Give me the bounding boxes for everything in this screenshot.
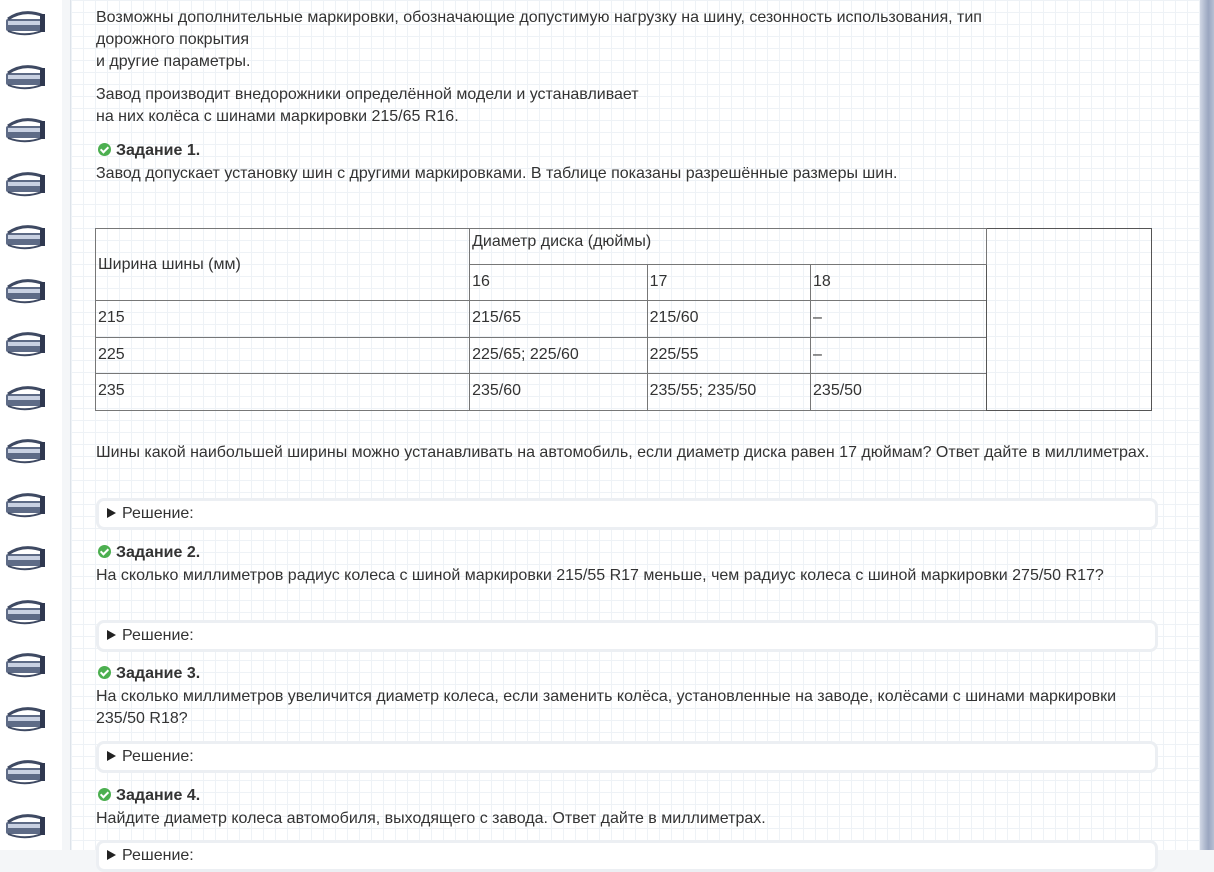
table-cell: 18 — [811, 265, 986, 301]
task-1-question: Шины какой наибольшей ширины можно устанавливать на автомобиль, если диаметр диска равен 17 дюймам? Ответ дайте в миллиметрах. — [96, 444, 1150, 461]
solution-label: Решение: — [122, 748, 194, 765]
table-cell: 215 — [96, 301, 470, 337]
table-cell: 215/60 — [647, 301, 810, 337]
task-2-text: На сколько миллиметров радиус колеса с шиной маркировки 215/55 R17 меньше, чем радиус колеса с шиной маркировки 275/50 R17? — [96, 567, 1104, 584]
table-header-width: Ширина шины (мм) — [96, 229, 470, 301]
intro-line: Завод производит внедорожники определённой модели и устанавливает — [96, 86, 639, 103]
task-4-title — [98, 785, 200, 807]
triangle-right-icon — [107, 850, 116, 860]
intro-paragraph-2 — [96, 84, 1156, 128]
triangle-right-icon — [107, 751, 116, 761]
spiral-ring-icon — [4, 64, 48, 90]
table-cell: 225/65; 225/60 — [470, 337, 648, 373]
spiral-ring-icon — [4, 813, 48, 839]
spiral-ring-icon — [4, 545, 48, 571]
table-header-diameter: Диаметр диска (дюймы) — [470, 229, 986, 265]
task-title-text: Задание 3. — [116, 665, 201, 682]
table-cell: 235/60 — [470, 373, 648, 410]
notebook-spiral — [0, 0, 62, 850]
spiral-ring-icon — [4, 10, 48, 36]
table-cell: 225 — [96, 337, 470, 373]
task-title-text: Задание 1. — [116, 142, 201, 159]
spiral-ring-icon — [4, 117, 48, 143]
solution-toggle[interactable] — [96, 741, 1158, 773]
task-title-text: Задание 4. — [116, 787, 201, 804]
tyre-size-table — [95, 228, 1152, 411]
spiral-ring-icon — [4, 385, 48, 411]
check-icon — [98, 788, 111, 801]
scrollbar[interactable] — [1200, 0, 1214, 850]
intro-line: и другие параметры. — [96, 53, 251, 70]
check-icon — [98, 143, 111, 156]
intro-paragraph-1 — [96, 7, 1156, 73]
task-4-text: Найдите диаметр колеса автомобиля, выходящего с завода. Ответ дайте в миллиметрах. — [96, 810, 766, 827]
spiral-ring-icon — [4, 706, 48, 732]
task-1-title — [98, 140, 200, 162]
triangle-right-icon — [107, 508, 116, 518]
table-cell: 215/65 — [470, 301, 648, 337]
solution-toggle[interactable] — [96, 498, 1158, 530]
spiral-ring-icon — [4, 652, 48, 678]
intro-line: Возможны дополнительные маркировки, обозначающие допустимую нагрузку на шину, сезонность использования, тип — [96, 9, 982, 26]
table-cell: 17 — [647, 265, 810, 301]
check-icon — [98, 545, 111, 558]
spiral-ring-icon — [4, 224, 48, 250]
table-cell: 235 — [96, 373, 470, 410]
intro-line: дорожного покрытия — [96, 31, 250, 48]
check-icon — [98, 666, 111, 679]
spiral-ring-icon — [4, 331, 48, 357]
table-cell: 16 — [470, 265, 648, 301]
intro-line: на них колёса с шинами маркировки 215/65 R16. — [96, 108, 459, 125]
triangle-right-icon — [107, 630, 116, 640]
spiral-ring-icon — [4, 438, 48, 464]
task-1-text: Завод допускает установку шин с другими маркировками. В таблице показаны разрешённые размеры шин. — [96, 165, 898, 182]
solution-toggle[interactable] — [96, 840, 1158, 872]
task-title-text: Задание 2. — [116, 544, 201, 561]
spiral-ring-icon — [4, 759, 48, 785]
task-2-title — [98, 542, 200, 564]
table-cell: 235/50 — [811, 373, 986, 410]
table-cell: – — [811, 337, 986, 373]
spiral-ring-icon — [4, 278, 48, 304]
table-cell: 235/55; 235/50 — [647, 373, 810, 410]
spiral-ring-icon — [4, 171, 48, 197]
spiral-ring-icon — [4, 492, 48, 518]
solution-toggle[interactable] — [96, 620, 1158, 652]
solution-label: Решение: — [122, 847, 194, 864]
solution-label: Решение: — [122, 627, 194, 644]
table-empty-cell — [986, 229, 1152, 411]
solution-label: Решение: — [122, 505, 194, 522]
table-cell: 225/55 — [647, 337, 810, 373]
task-3-text: На сколько миллиметров увеличится диаметр колеса, если заменить колёса, установленные на заводе, колёсами с шинами маркировки 235/50 R18? — [96, 688, 1117, 727]
task-3-title — [98, 663, 200, 685]
spiral-ring-icon — [4, 599, 48, 625]
table-cell: – — [811, 301, 986, 337]
